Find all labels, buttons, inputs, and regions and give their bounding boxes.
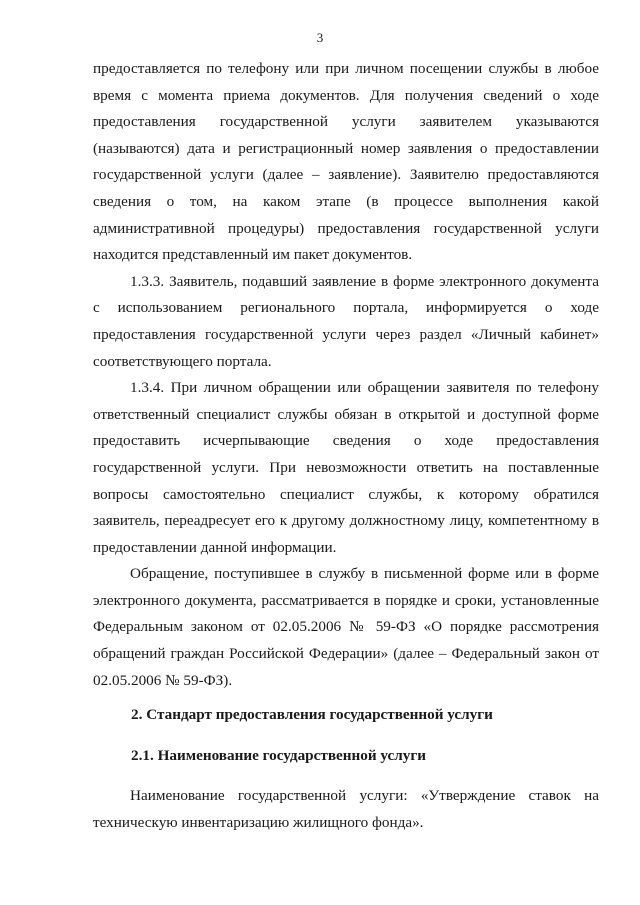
paragraph-continuation: предоставляется по телефону или при личном посещении службы в любое время с момента приема документов. Для получения сведений о ходе предоставления государственной услуги заявителем указываются (называются) дата и регистрационный номер заявления о предоставлении государственной услуги (далее – заявление). Заявителю предоставляются сведения о том, на каком этапе (в процессе выполнения какой административной процедуры) предоставления государственной услуги находится представленный им пакет документов. (93, 60, 599, 264)
paragraph-appeal: Обращение, поступившее в службу в письменной форме или в форме электронного документа, рассматривается в порядке и сроки, установленные Федеральным законом от 02.05.2006 № 59-ФЗ «О порядке рассмотрения обращений граждан Российской Федерации» (далее – Федеральный закон от 02.05.2006 № 59-ФЗ). (93, 565, 599, 689)
paragraph-1-3-3: 1.3.3. Заявитель, подавший заявление в форме электронного документа с использованием регионального портала, информируется о ходе предоставления государственной услуги через раздел «Личный кабинет» соответствующего портала. (93, 272, 599, 370)
paragraph-1-3-4: 1.3.4. При личном обращении или обращении заявителя по телефону ответственный специалист службы обязан в открытой и доступной форме предоставить исчерпывающие сведения о ходе предоставления государственной услуги. При невозможности ответить на поставленные вопросы самостоятельно специалист службы, к которому обратился заявитель, переадресует его к другому должностному лицу, компетентному в предоставлении данной информации. (93, 379, 599, 556)
section-heading-2: 2. Стандарт предоставления государственной услуги (131, 706, 493, 724)
paragraph-service-name: Наименование государственной услуги: «Утверждение ставок на техническую инвентаризацию жилищного фонда». (93, 787, 599, 832)
document-body (93, 56, 599, 837)
subsection-heading-2-1: 2.1. Наименование государственной услуги (131, 746, 427, 764)
page-number: 3 (316, 30, 324, 45)
